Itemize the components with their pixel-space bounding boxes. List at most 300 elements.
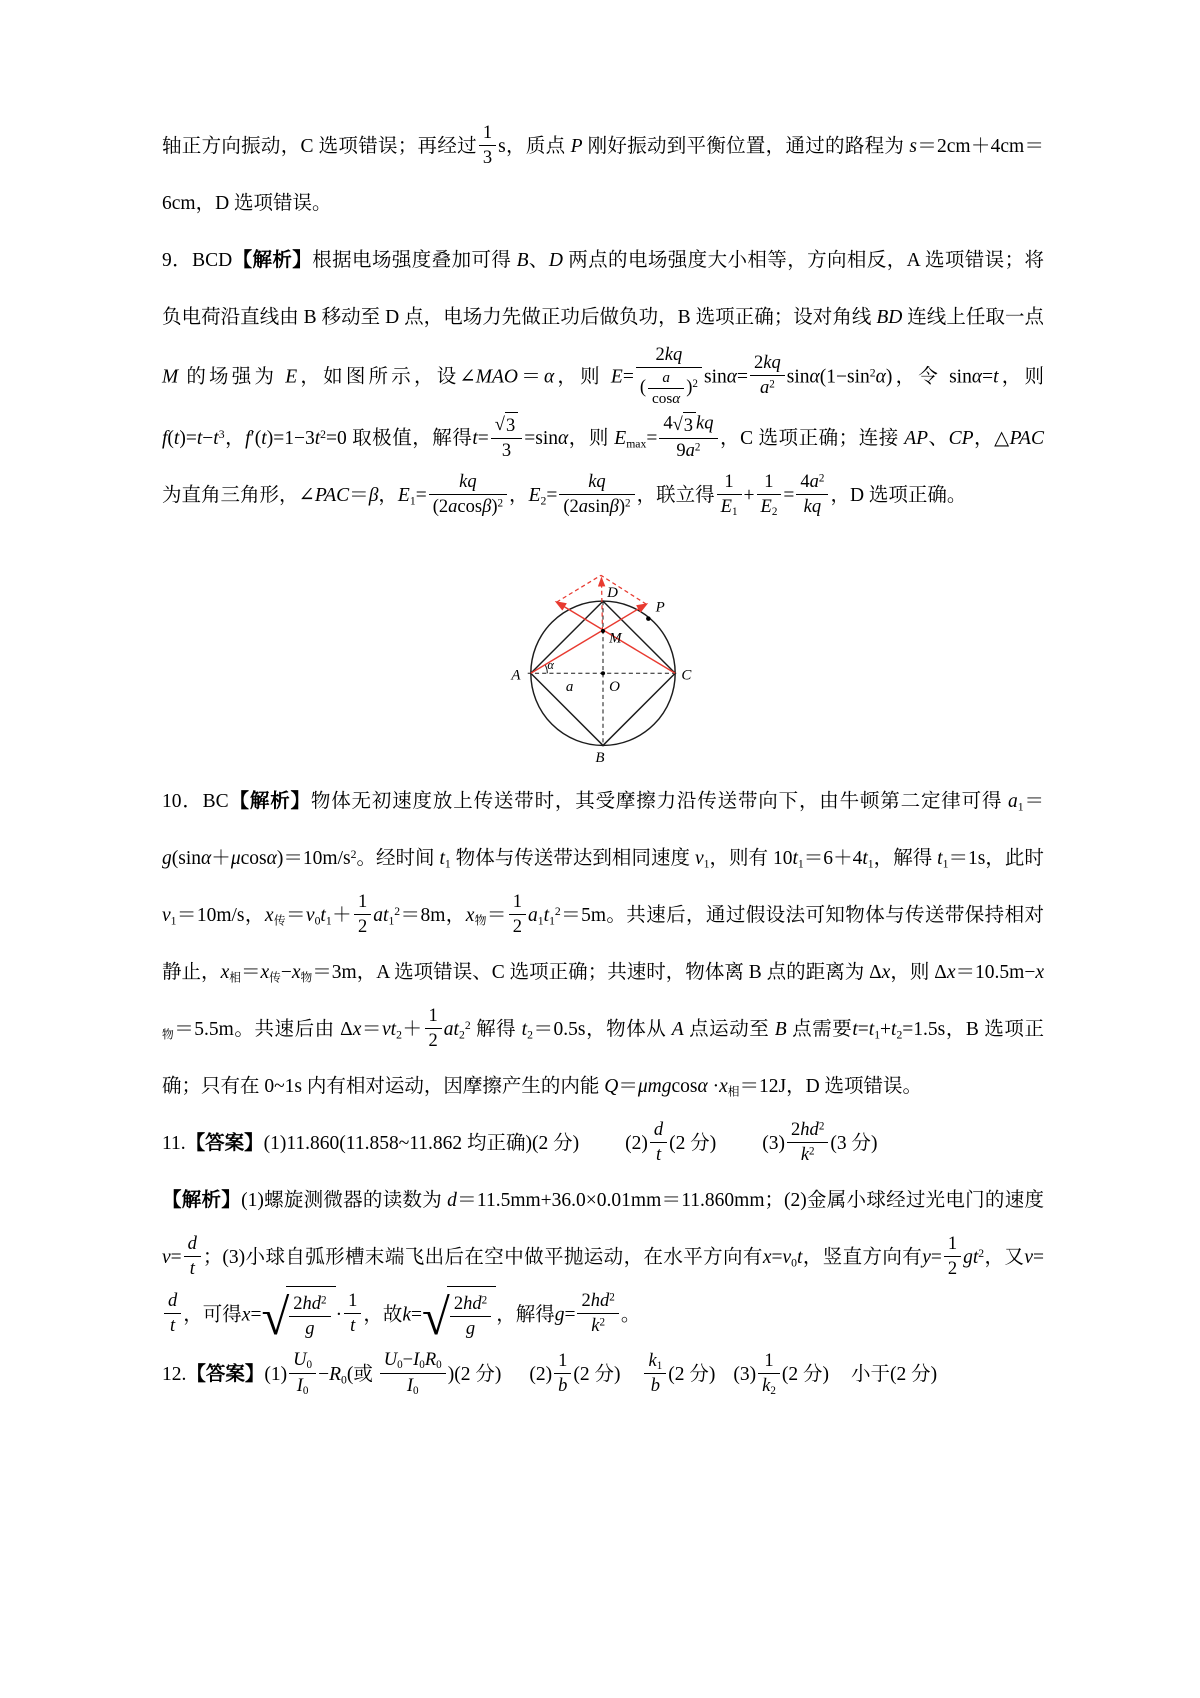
text-run: ，解得 [496, 1304, 555, 1326]
fraction-numerator [650, 1119, 667, 1143]
superscript: 2 [769, 378, 775, 391]
label-a-vertex: A [511, 667, 521, 684]
fraction-numerator [644, 1350, 666, 1374]
math-variable: t [543, 904, 550, 926]
paragraph-item12-answer [162, 1346, 1044, 1403]
math-variable: x [946, 961, 956, 983]
text-run: 4 [800, 470, 810, 492]
math-variable: t [213, 427, 219, 449]
fraction-denominator [491, 439, 522, 462]
text-run: = [477, 427, 489, 449]
fraction-numerator [787, 1119, 828, 1143]
subscript: 传 [269, 970, 281, 984]
text-run: =1.5s，B 选项正确；只有在 0~1s 内有相对运动，因摩擦产生的内能 [162, 1018, 1044, 1097]
math-variable: x [465, 904, 475, 926]
text-run: 1 [558, 1349, 568, 1371]
subscript: 1 [170, 913, 177, 927]
text-run: ，解得 [873, 847, 938, 869]
math-fraction [796, 471, 828, 518]
text-run: ＝6＋4 [803, 847, 863, 869]
math-variable: x [291, 961, 301, 983]
text-run: 2 [581, 1290, 591, 1312]
subscript: 0 [302, 1384, 309, 1397]
text-run: 连线上任取一点 [902, 307, 1044, 328]
math-fraction [750, 352, 785, 399]
math-fraction [425, 1005, 442, 1052]
math-variable: gt [963, 1246, 979, 1268]
text-run: 1 [947, 1232, 958, 1254]
spacer [620, 1379, 642, 1380]
math-variable: α [672, 389, 681, 407]
text-run: (1−sin [819, 366, 870, 388]
math-variable: μ [230, 847, 241, 869]
subscript: 2 [458, 1027, 465, 1041]
text-run: ，竖直方向有 [802, 1246, 923, 1268]
math-variable: d [447, 1189, 457, 1211]
math-variable: hd [590, 1290, 610, 1312]
text-run: 、 [528, 250, 549, 271]
math-variable: x [352, 1018, 362, 1040]
math-variable: t [792, 847, 798, 869]
text-run: ＝11.5mm+36.0×0.01mm＝11.860mm；(2)金属小球经过光电门的速度 [456, 1189, 1044, 1211]
superscript: 2 [320, 427, 326, 441]
fraction-denominator [479, 146, 496, 169]
radicand [505, 412, 518, 437]
text-run: ，C 选项正确；连接 [719, 427, 905, 449]
text-run: ，可得 [183, 1304, 242, 1326]
math-variable: d [187, 1232, 197, 1254]
text-run: ＝5m。共速后，通过假设法可知物体与传送带保持相对静止， [162, 904, 1044, 983]
text-run: (sin [171, 847, 201, 869]
superscript: 2 [394, 904, 401, 918]
math-variable: hd [800, 1118, 819, 1140]
math-variable: g [465, 1317, 476, 1339]
fraction-numerator [344, 1290, 361, 1314]
text-run: ＝ [349, 484, 369, 506]
text-run: = [1032, 1246, 1044, 1268]
text-run: ) [491, 495, 498, 517]
text-run: ＝10m/s， [176, 904, 265, 926]
math-fraction [380, 1349, 446, 1396]
math-variable: t [993, 366, 999, 388]
fraction-denominator [717, 495, 742, 518]
math-fraction [554, 1350, 571, 1397]
bold-label: 【解析】 [162, 1189, 242, 1211]
text-run: ＝8m， [400, 904, 466, 926]
math-variable: s [909, 136, 917, 157]
fraction-denominator [559, 495, 634, 518]
math-variable: β [482, 495, 492, 517]
math-variable: t [314, 427, 321, 449]
fraction-numerator [796, 471, 828, 495]
math-variable: t [189, 1257, 195, 1279]
text-run: =0 取极值，解得 [325, 427, 473, 449]
subscript: 0 [419, 1359, 425, 1372]
text-run: 2 [428, 1029, 438, 1051]
text-run: ＝ [518, 366, 544, 388]
math-fraction [509, 891, 526, 938]
text-run: = [411, 1304, 423, 1326]
math-fraction [184, 1233, 201, 1280]
math-variable: hd [463, 1292, 482, 1314]
math-fraction [450, 1293, 491, 1340]
math-variable: t [891, 1018, 897, 1040]
text-run: 2 [947, 1257, 958, 1279]
text-run: 点需要 [786, 1018, 853, 1040]
paragraph-item11-answer [162, 1115, 1044, 1172]
text-run: + [880, 1018, 892, 1040]
subscript: 1 [942, 856, 949, 870]
text-run: 11. [162, 1132, 186, 1154]
subscript: 0 [413, 1384, 419, 1397]
label-c: C [681, 667, 692, 684]
text-run: 1 [764, 1349, 774, 1371]
math-square-root [422, 1286, 496, 1346]
text-run: = [646, 427, 658, 449]
math-fraction [479, 122, 496, 169]
text-run: 2 [293, 1292, 303, 1314]
math-variable: g [554, 1304, 565, 1326]
math-variable: E [720, 495, 732, 517]
math-fraction [429, 471, 507, 518]
math-variable: f [245, 427, 251, 449]
subscript: 2 [527, 1027, 533, 1041]
math-variable: t [655, 1143, 662, 1165]
math-fraction [354, 891, 371, 938]
subscript: 1 [656, 1359, 663, 1372]
math-variable: α [726, 366, 737, 388]
text-run: 物体与传送带达到相同速度 [450, 847, 695, 869]
math-fraction [644, 1350, 666, 1397]
math-variable: PAC [1009, 427, 1044, 449]
subscript: 2 [770, 1384, 776, 1397]
math-fraction [559, 471, 634, 518]
subscript: 1 [1017, 799, 1024, 813]
text-run: ，又 [984, 1246, 1025, 1268]
math-variable: d [653, 1118, 664, 1140]
math-fraction [717, 471, 742, 518]
math-square-root [261, 1286, 335, 1346]
text-run: = [771, 1246, 783, 1268]
superscript: 2 [599, 1316, 606, 1329]
math-fraction [648, 369, 684, 408]
fraction-denominator [758, 1374, 780, 1397]
math-variable: I [296, 1374, 303, 1396]
fraction-denominator [354, 915, 371, 938]
text-run: 1 [724, 470, 734, 492]
text-run: ＝1s，此时 [948, 847, 1044, 869]
subscript: 物 [474, 913, 487, 927]
text-run: 解得 [470, 1018, 522, 1040]
subscript: 0 [314, 913, 321, 927]
text-run: 2 [512, 915, 523, 937]
subscript: 2 [540, 493, 547, 507]
label-d: D [607, 584, 618, 601]
math-variable: MAO [475, 366, 518, 388]
math-variable: f [162, 427, 168, 449]
subscript: 1 [537, 913, 544, 927]
text-run: 1 [482, 122, 493, 144]
math-variable: AP [904, 427, 929, 449]
subscript: 传 [273, 913, 286, 927]
superscript: 2 [809, 1145, 815, 1158]
text-run: s，质点 [498, 136, 571, 157]
point-o-dot [601, 671, 605, 675]
math-variable: α [543, 366, 555, 388]
radical-sign: √ [261, 1289, 290, 1346]
text-run: )=1−3 [266, 427, 315, 449]
text-run: ，D 选项正确。 [830, 484, 967, 506]
math-variable: CP [948, 427, 974, 449]
paragraph-item9-analysis [162, 232, 1044, 524]
math-fraction [577, 1290, 618, 1337]
text-run: ＝10.5m− [955, 961, 1036, 983]
fraction-denominator [344, 1314, 361, 1337]
fraction-denominator [796, 495, 828, 518]
point-p-dot [646, 616, 651, 621]
text-run: 。经时间 [356, 847, 440, 869]
fraction-denominator [750, 376, 785, 399]
text-run: ＋ [211, 847, 231, 869]
subscript: 相 [727, 1084, 740, 1098]
text-run: = [783, 484, 795, 506]
fraction-denominator [650, 1143, 667, 1166]
text-run: ＋ [331, 904, 352, 926]
math-variable: a [528, 904, 538, 926]
fraction-denominator [164, 1314, 181, 1337]
text-run: 的场强为 [178, 366, 286, 388]
math-variable: BD [876, 307, 903, 328]
math-variable: a [759, 377, 770, 399]
math-variable: kq [664, 344, 683, 365]
radicand [286, 1286, 335, 1346]
math-variable: a [1008, 790, 1018, 812]
math-variable: μmg [637, 1075, 672, 1097]
text-run: ＝ [1023, 790, 1044, 812]
fraction-denominator [554, 1374, 571, 1397]
subscript: 物 [162, 1027, 175, 1041]
superscript: 2 [818, 1120, 825, 1133]
math-variable: kq [803, 495, 822, 517]
math-variable: E [285, 366, 298, 388]
text-run: 根据电场强度叠加可得 [312, 250, 517, 271]
radical-sign: √ [672, 413, 683, 435]
text-run: ，则 [568, 427, 615, 449]
subscript: 1 [867, 856, 874, 870]
text-run: ＝ [285, 904, 306, 926]
fraction-numerator [750, 352, 785, 376]
math-variable: α [266, 847, 277, 869]
text-run: ，则 Δ [890, 961, 947, 983]
superscript: 2 [350, 847, 357, 861]
text-run: 3 [683, 415, 694, 437]
math-variable: t [439, 847, 445, 869]
math-fraction [636, 344, 702, 408]
text-run: 9 [676, 440, 686, 462]
text-run: (2 [563, 495, 579, 517]
fraction-numerator [944, 1233, 961, 1257]
text-run: ＝12J，D 选项错误。 [739, 1075, 923, 1097]
paragraph-item8-continuation [162, 118, 1044, 232]
fraction-numerator [289, 1349, 316, 1373]
subscript: 1 [797, 856, 804, 870]
math-variable: k [402, 1304, 412, 1326]
spacer [829, 1379, 851, 1380]
math-variable: vt [381, 1018, 397, 1040]
text-run: cos [240, 847, 267, 869]
math-variable: v [782, 1246, 792, 1268]
subscript: max [626, 436, 647, 450]
fraction-numerator [164, 1290, 181, 1314]
fraction-denominator [380, 1374, 446, 1397]
fraction-denominator [425, 1029, 442, 1052]
text-run: (2 分) [781, 1363, 830, 1385]
text-run: ，则有 10 [709, 847, 793, 869]
text-run: sin [588, 495, 610, 517]
math-variable: y [922, 1246, 931, 1268]
math-variable: D [548, 250, 563, 271]
text-run: ＝ [618, 1075, 638, 1097]
text-run: )，令 sin [885, 366, 972, 388]
label-o: O [609, 678, 620, 695]
math-variable: E [610, 366, 623, 388]
math-variable: x [241, 1304, 251, 1326]
text-run: 12. [162, 1363, 187, 1385]
subscript: 0 [436, 1359, 442, 1372]
math-variable: x [1035, 961, 1044, 983]
math-variable: t [173, 427, 180, 449]
text-run: 小于(2 分) [851, 1363, 938, 1385]
superscript: 2 [464, 1018, 471, 1032]
math-variable: v [162, 904, 171, 926]
math-variable: t [797, 1246, 803, 1268]
fraction-denominator [450, 1317, 491, 1340]
radicand [683, 412, 696, 437]
text-run: = [250, 1304, 262, 1326]
math-variable: PAC [314, 484, 350, 506]
text-run: 3 [501, 440, 512, 462]
fraction-numerator [577, 1290, 618, 1314]
math-variable: I [406, 1374, 414, 1396]
math-variable: β [609, 495, 619, 517]
text-run: 点运动至 [683, 1018, 775, 1040]
fraction-numerator [425, 1005, 442, 1029]
fraction-numerator [450, 1293, 491, 1317]
math-variable: x [881, 961, 891, 983]
label-m: M [609, 630, 622, 647]
label-p: P [655, 599, 665, 616]
text-run: = [170, 1246, 182, 1268]
math-variable: M [162, 366, 179, 388]
fraction-numerator [648, 369, 684, 389]
text-run: 2 [655, 344, 665, 365]
superscript: 2 [481, 1294, 488, 1307]
text-run: 。 [620, 1304, 641, 1326]
math-fraction [758, 1350, 780, 1397]
subscript: 2 [771, 505, 778, 518]
text-run: sin [786, 366, 810, 388]
text-run: = [857, 1018, 869, 1040]
math-variable: E [528, 484, 541, 506]
fraction-denominator [636, 368, 702, 408]
math-variable: α [971, 366, 983, 388]
math-variable: R [424, 1349, 437, 1371]
text-run: 、 [928, 427, 949, 449]
superscript: 2 [869, 366, 876, 380]
text-run: ＝5.5m。共速后由 Δ [174, 1018, 353, 1040]
superscript: 2 [609, 1291, 615, 1304]
subscript: 1 [325, 913, 332, 927]
superscript: 3 [218, 427, 225, 441]
fraction-denominator [577, 1314, 618, 1337]
fraction-denominator [644, 1374, 666, 1397]
math-variable: x [220, 961, 230, 983]
superscript: 2 [497, 497, 504, 510]
text-run: = [982, 366, 994, 388]
math-variable: a [809, 470, 819, 492]
superscript: 2 [692, 377, 698, 390]
text-run: (3 分) [830, 1132, 878, 1154]
math-variable: P [570, 136, 583, 157]
math-variable: a [448, 495, 458, 517]
text-run: 为直角三角形，∠ [162, 484, 315, 506]
field-diagram-svg [477, 532, 729, 764]
subscript: 1 [874, 1027, 881, 1041]
subscript: 1 [409, 493, 416, 507]
math-fraction [289, 1293, 330, 1340]
math-variable: t [472, 427, 478, 449]
text-run: (1) [264, 1363, 288, 1385]
text-run: 3 [505, 415, 516, 437]
text-run: 2 [791, 1118, 801, 1140]
math-variable: α [201, 847, 212, 869]
math-variable: x [762, 1246, 772, 1268]
text-run: )(2 分) [447, 1363, 502, 1385]
subscript: 0 [341, 1372, 347, 1386]
math-variable: t [261, 427, 267, 449]
subscript: 0 [791, 1255, 797, 1269]
math-variable: kq [588, 470, 606, 492]
math-variable: A [671, 1018, 684, 1040]
math-variable: d [168, 1290, 178, 1312]
math-variable: v [1024, 1246, 1033, 1268]
text-run: ＋ [401, 1018, 423, 1040]
text-run: = [622, 366, 634, 388]
text-run: (3) [733, 1363, 757, 1385]
text-run: ) [686, 376, 693, 398]
text-run: ，则 [998, 366, 1044, 388]
math-variable: b [650, 1374, 660, 1396]
text-run: ) [618, 495, 626, 517]
text-run: ＝2cm＋4cm＝6cm，D 选项错误。 [162, 136, 1044, 214]
text-run: (2 分) [573, 1363, 621, 1385]
text-run: ，△ [973, 427, 1010, 449]
fraction-numerator [429, 471, 507, 495]
math-variable: at [443, 1018, 459, 1040]
math-variable: E [614, 427, 627, 449]
bold-label: 【解析】 [228, 790, 311, 812]
math-fraction [344, 1290, 361, 1337]
superscript: 2 [321, 1294, 327, 1307]
math-variable: t [196, 427, 203, 449]
math-variable: g [162, 847, 172, 869]
radical-sign: √ [422, 1289, 450, 1346]
text-run: ′( [250, 427, 262, 449]
text-run: = [415, 484, 427, 506]
superscript: 2 [554, 904, 561, 918]
subscript: 2 [396, 1027, 402, 1041]
math-variable: α [697, 1075, 708, 1097]
